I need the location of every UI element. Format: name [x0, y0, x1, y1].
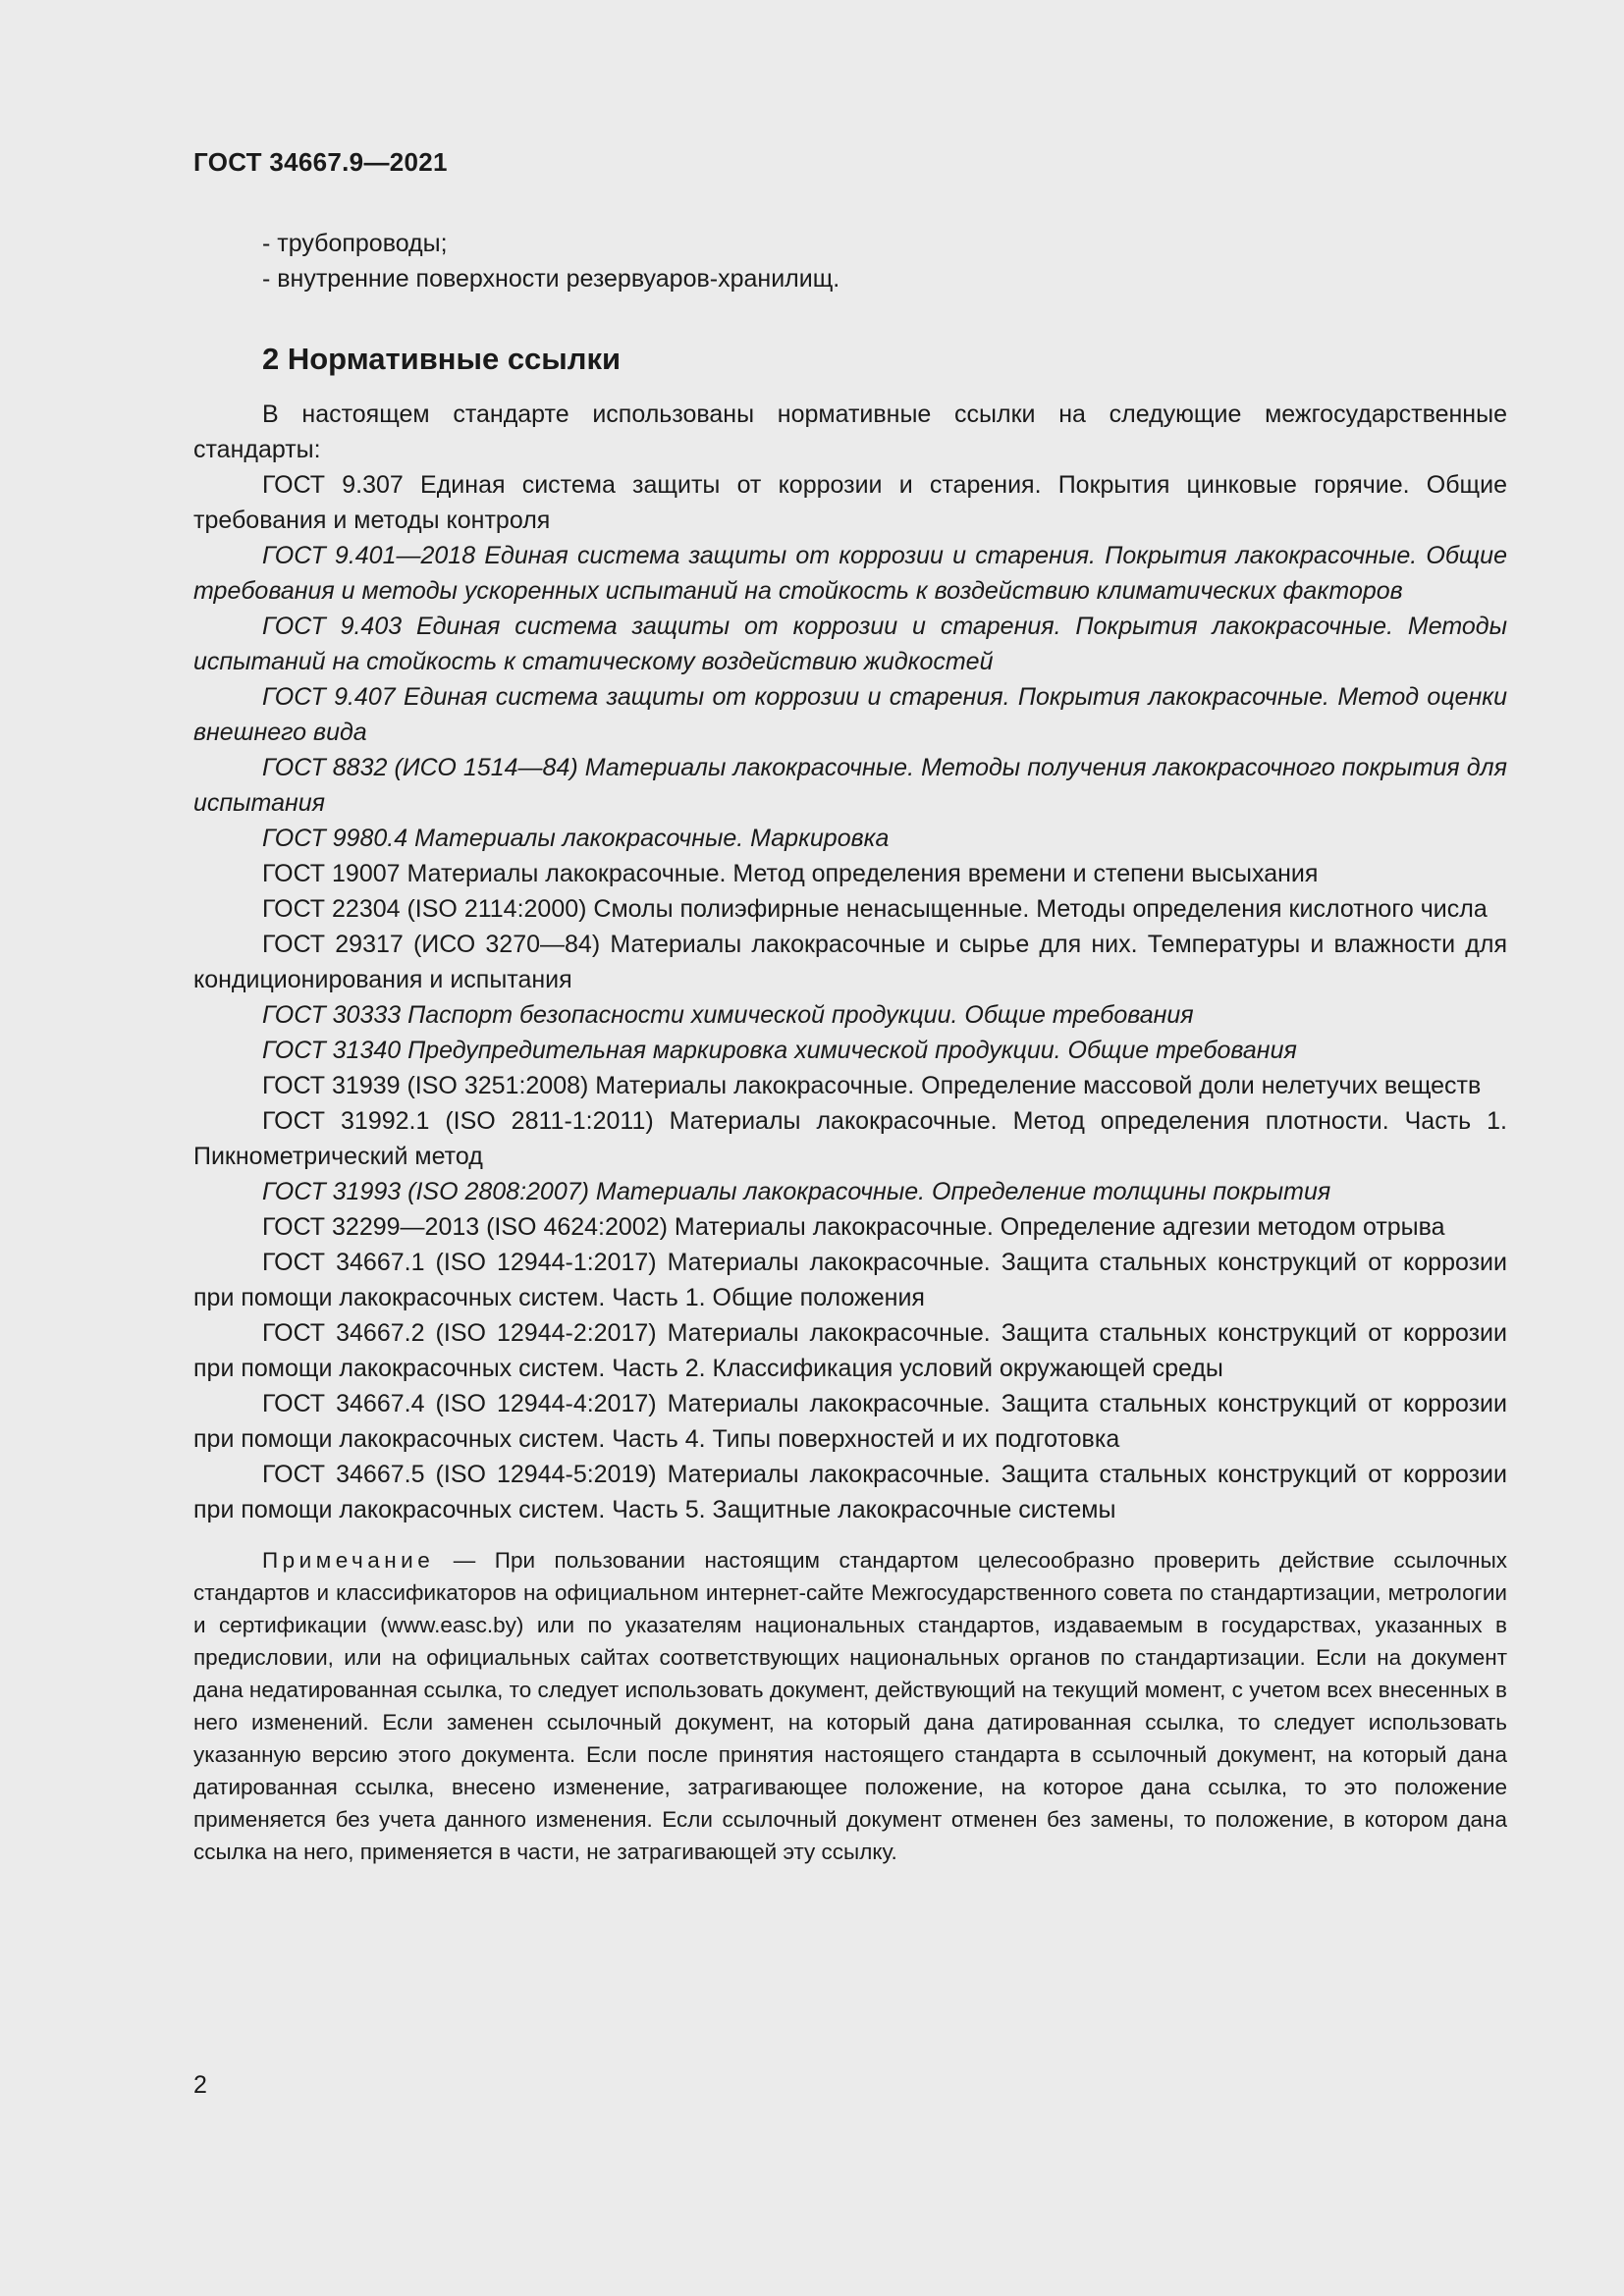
scope-list-item: - трубопроводы;: [262, 230, 448, 257]
reference-item: ГОСТ 9980.4 Материалы лакокрасочные. Маркировка: [262, 825, 890, 852]
note-text: — При пользовании настоящим стандартом целесообразно проверить действие ссылочных стандартов и классификаторов на официальном интернет-сайте Межгосударственного совета по стандартизации, метрологии и сертификации (www.easc.by) или по указателям национальных стандартов, издаваемым в государствах, указанных в предисловии, или на официальных сайтах соответствующих национальных органов по стандартизации. Если на документ дана недатированная ссылка, то следует использовать документ, действующий на текущий момент, с учетом всех внесенных в него изменений. Если заменен ссылочный документ, на который дана датированная ссылка, то следует использовать указанную версию этого документа. Если после принятия настоящего стандарта в ссылочный документ, на который дана датированная ссылка, внесено изменение, затрагивающее положение, на которое дана ссылка, то это положение применяется без учета данного изменения. Если ссылочный документ отменен без замены, то положение, в котором дана ссылка на него, применяется в части, не затрагивающей эту ссылку.: [193, 1548, 1507, 1864]
reference-item: ГОСТ 31992.1 (ISO 2811-1:2011) Материалы лакокрасочные. Метод определения плотности. Часть 1. Пикнометрический метод: [193, 1107, 1507, 1170]
reference-item: ГОСТ 31340 Предупредительная маркировка химической продукции. Общие требования: [262, 1037, 1297, 1064]
reference-item: ГОСТ 29317 (ИСО 3270—84) Материалы лакокрасочные и сырье для них. Температуры и влажности для кондиционирования и испытания: [193, 931, 1507, 993]
reference-list: [193, 467, 1507, 1527]
reference-item: ГОСТ 34667.4 (ISO 12944-4:2017) Материалы лакокрасочные. Защита стальных конструкций от коррозии при помощи лакокрасочных систем. Часть 4. Типы поверхностей и их подготовка: [193, 1390, 1507, 1453]
reference-item: ГОСТ 34667.1 (ISO 12944-1:2017) Материалы лакокрасочные. Защита стальных конструкций от коррозии при помощи лакокрасочных систем. Часть 1. Общие положения: [193, 1249, 1507, 1311]
reference-item: ГОСТ 34667.2 (ISO 12944-2:2017) Материалы лакокрасочные. Защита стальных конструкций от коррозии при помощи лакокрасочных систем. Часть 2. Классификация условий окружающей среды: [193, 1319, 1507, 1382]
section-title: 2 Нормативные ссылки: [262, 342, 622, 376]
reference-item: ГОСТ 32299—2013 (ISO 4624:2002) Материалы лакокрасочные. Определение адгезии методом отрыва: [262, 1213, 1445, 1241]
note-label: Примечание: [262, 1548, 435, 1573]
note-paragraph: [193, 1544, 1507, 1868]
reference-item: ГОСТ 9.403 Единая система защиты от коррозии и старения. Покрытия лакокрасочные. Методы испытаний на стойкость к статическому воздействию жидкостей: [193, 613, 1507, 675]
reference-item: ГОСТ 19007 Материалы лакокрасочные. Метод определения времени и степени высыхания: [262, 860, 1319, 887]
reference-item: ГОСТ 9.307 Единая система защиты от коррозии и старения. Покрытия цинковые горячие. Общие требования и методы контроля: [193, 471, 1507, 534]
page-content: [193, 226, 1507, 1868]
scope-list-item: - внутренние поверхности резервуаров-хранилищ.: [262, 265, 840, 293]
reference-item: ГОСТ 8832 (ИСО 1514—84) Материалы лакокрасочные. Методы получения лакокрасочного покрытия для испытания: [193, 754, 1507, 817]
reference-item: ГОСТ 31993 (ISO 2808:2007) Материалы лакокрасочные. Определение толщины покрытия: [262, 1178, 1331, 1205]
document-header-id: ГОСТ 34667.9—2021: [193, 147, 448, 177]
reference-item: ГОСТ 9.407 Единая система защиты от коррозии и старения. Покрытия лакокрасочные. Метод оценки внешнего вида: [193, 683, 1507, 746]
reference-item: ГОСТ 31939 (ISO 3251:2008) Материалы лакокрасочные. Определение массовой доли нелетучих веществ: [262, 1072, 1482, 1099]
section-intro: В настоящем стандарте использованы нормативные ссылки на следующие межгосударственные стандарты:: [193, 400, 1507, 463]
reference-item: ГОСТ 22304 (ISO 2114:2000) Смолы полиэфирные ненасыщенные. Методы определения кислотного числа: [262, 895, 1488, 923]
reference-item: ГОСТ 30333 Паспорт безопасности химической продукции. Общие требования: [262, 1001, 1194, 1029]
reference-item: ГОСТ 9.401—2018 Единая система защиты от коррозии и старения. Покрытия лакокрасочные. Общие требования и методы ускоренных испытаний на стойкость к воздействию климатических факторов: [193, 542, 1507, 605]
page-number: 2: [193, 2071, 207, 2099]
reference-item: ГОСТ 34667.5 (ISO 12944-5:2019) Материалы лакокрасочные. Защита стальных конструкций от коррозии при помощи лакокрасочных систем. Часть 5. Защитные лакокрасочные системы: [193, 1461, 1507, 1523]
